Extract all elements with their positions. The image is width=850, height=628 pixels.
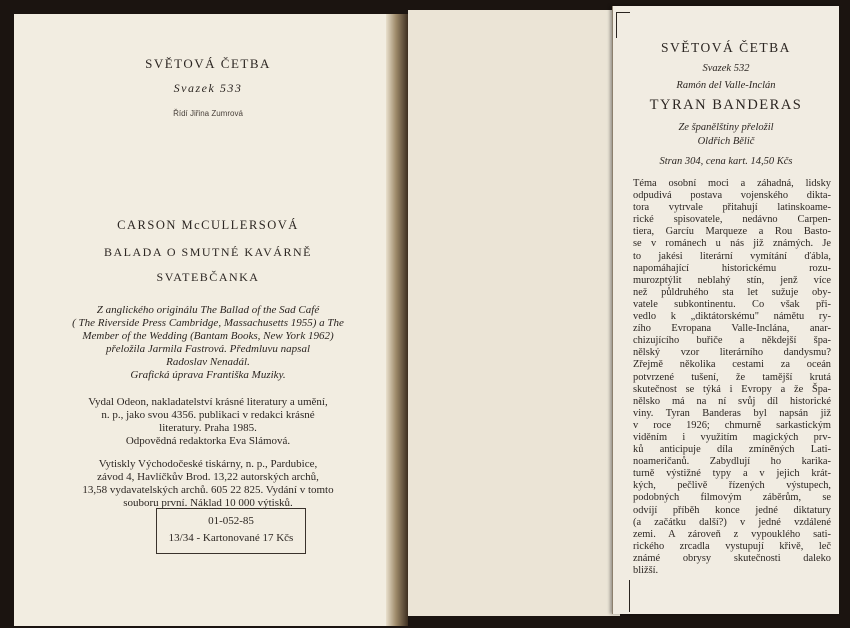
blurb-line: podobných filmovým záběrům, se — [633, 492, 831, 504]
blurb-line: ků anticipuje díla zmíněných Lati- — [633, 444, 831, 456]
book-title-second: SVATEBČANKA — [156, 270, 260, 284]
blurb-line: odpudivá postava vojenského dikta- — [633, 190, 831, 202]
blurb-line: v roce 1926; chmurně sarkastickým — [633, 419, 831, 431]
blurb-line: vedlo k „diktátorskému" námětu ry- — [633, 311, 831, 323]
publisher-line: Vydal Odeon, nakladatelství krásné literatury a umění, — [88, 396, 328, 408]
book-title: TYRAN BANDERAS — [649, 97, 803, 113]
editor-credit: Řídí Jiřina Zumrová — [173, 109, 243, 118]
blank-page — [408, 10, 620, 616]
printer-line: souboru první. Náklad 10 000 výtisků. — [123, 497, 293, 509]
author-name: CARSON McCULLERSOVÁ — [117, 218, 299, 232]
credit-line: Member of the Wedding (Bantam Books, New York 1962) — [82, 330, 334, 342]
blurb-line: noameričanů. Zabydlují ho karika- — [633, 456, 831, 468]
pages-price: Stran 304, cena kart. 14,50 Kčs — [659, 156, 793, 167]
blurb-line: tora vytrvale přitahují latinskoame- — [633, 202, 831, 214]
blurb-line: viny. Tyran Banderas byl napsán již — [633, 407, 831, 419]
right-page — [612, 6, 839, 614]
blurb-line: skutečnost se týká i Evropy a že Špa- — [633, 383, 831, 395]
credit-line: přeložila Jarmila Fastrová. Předmluvu napsal — [106, 343, 310, 355]
series-title: SVĚTOVÁ ČETBA — [145, 56, 271, 71]
printer-line: Vytiskly Východočeské tiskárny, n. p., Pardubice, — [98, 458, 318, 470]
author-name: Ramón del Valle-Inclán — [676, 80, 776, 91]
catalog-code: 01-052-85 — [208, 515, 254, 527]
blurb-line: viděním i využitím magických prv- — [633, 431, 831, 443]
blurb-line: rické spisovatele, nedávno Carpen- — [633, 214, 831, 226]
blurb-line: se v románech u nás již známých. Je — [633, 238, 831, 250]
blurb-line: murozptýlit neblahý stín, jenž více — [633, 274, 831, 286]
blurb-line: potvrzené tušení, že tamější krutá — [633, 371, 831, 383]
publisher-line: literatury. Praha 1985. — [159, 422, 257, 434]
book-gutter — [386, 14, 408, 626]
blurb-line: Téma osobní moci a záhadná, lidsky — [633, 178, 831, 189]
left-page — [14, 14, 402, 626]
imprint-box — [156, 508, 306, 554]
blurb-line: Zřejmě několika cestami za oceán — [633, 359, 831, 371]
publisher-line: n. p., jako svou 4356. publikaci v redakci krásné — [101, 409, 315, 421]
blurb-line: chizujícího buřiče a někdejší špa- — [633, 335, 831, 347]
blurb-line: rického zrcadla vystupují křivě, leč — [633, 540, 831, 552]
blurb-line: zího Evropana Valle-Inclána, anar- — [633, 323, 831, 335]
blurb-line: nělský vzor literárního dandysmu? — [633, 347, 831, 359]
translation-credit: Ze španělštiny přeložil — [678, 122, 774, 133]
blurb-line: kých, pečlivě řízených výstupech, — [633, 480, 831, 492]
blurb-line: bližší. — [633, 565, 659, 576]
crop-mark — [616, 12, 617, 38]
blurb-line: známé obrysy skutečnosti daleko — [633, 552, 831, 564]
credit-line: ( The Riverside Press Cambridge, Massachusetts 1955) a The — [72, 317, 344, 329]
book-title: BALADA O SMUTNÉ KAVÁRNĚ — [104, 245, 312, 259]
book-blurb — [633, 178, 831, 577]
credit-line: Z anglického originálu The Ballad of the Sad Café — [96, 304, 320, 316]
blurb-line: turně výstižné typy a v jejich krát- — [633, 468, 831, 480]
publisher-line: Odpovědná redaktorka Eva Slámová. — [125, 435, 291, 447]
volume-number: Svazek 532 — [702, 63, 750, 74]
translator-name: Oldřich Bělič — [697, 136, 755, 147]
blurb-line: odvíjí příběh konce jedné diktatury — [633, 504, 831, 516]
credit-line: Grafická úprava Františka Muziky. — [130, 369, 286, 381]
volume-number: Svazek 533 — [173, 81, 243, 95]
series-title: SVĚTOVÁ ČETBA — [661, 40, 791, 55]
crop-mark — [629, 580, 630, 612]
blurb-line: nělsko má na ní svůj díl historické — [633, 395, 831, 407]
blurb-line: vatele subkontinentu. Co však při- — [633, 298, 831, 310]
blurb-line: než půldruhého sta let sužuje oby- — [633, 286, 831, 298]
blurb-line: to jakési literární vymítání ďábla, — [633, 250, 831, 262]
blurb-line: napomáhající historickému rozu- — [633, 262, 831, 274]
price-line: 13/34 - Kartonované 17 Kčs — [168, 532, 294, 544]
credit-line: Radoslav Nenadál. — [166, 356, 250, 368]
blurb-line: tiera, Garcíu Marqueze a Rou Basto- — [633, 226, 831, 238]
blurb-line: zemi. A zároveň z vypouklého sati- — [633, 528, 831, 540]
blurb-line: (a začátku další?) v jedné vzdálené — [633, 516, 831, 528]
crop-mark — [616, 12, 630, 13]
printer-line: závod 4, Havlíčkův Brod. 13,22 autorských archů, — [97, 471, 319, 483]
printer-line: 13,58 vydavatelských archů. 605 22 825. Vydání v tomto — [82, 484, 334, 496]
